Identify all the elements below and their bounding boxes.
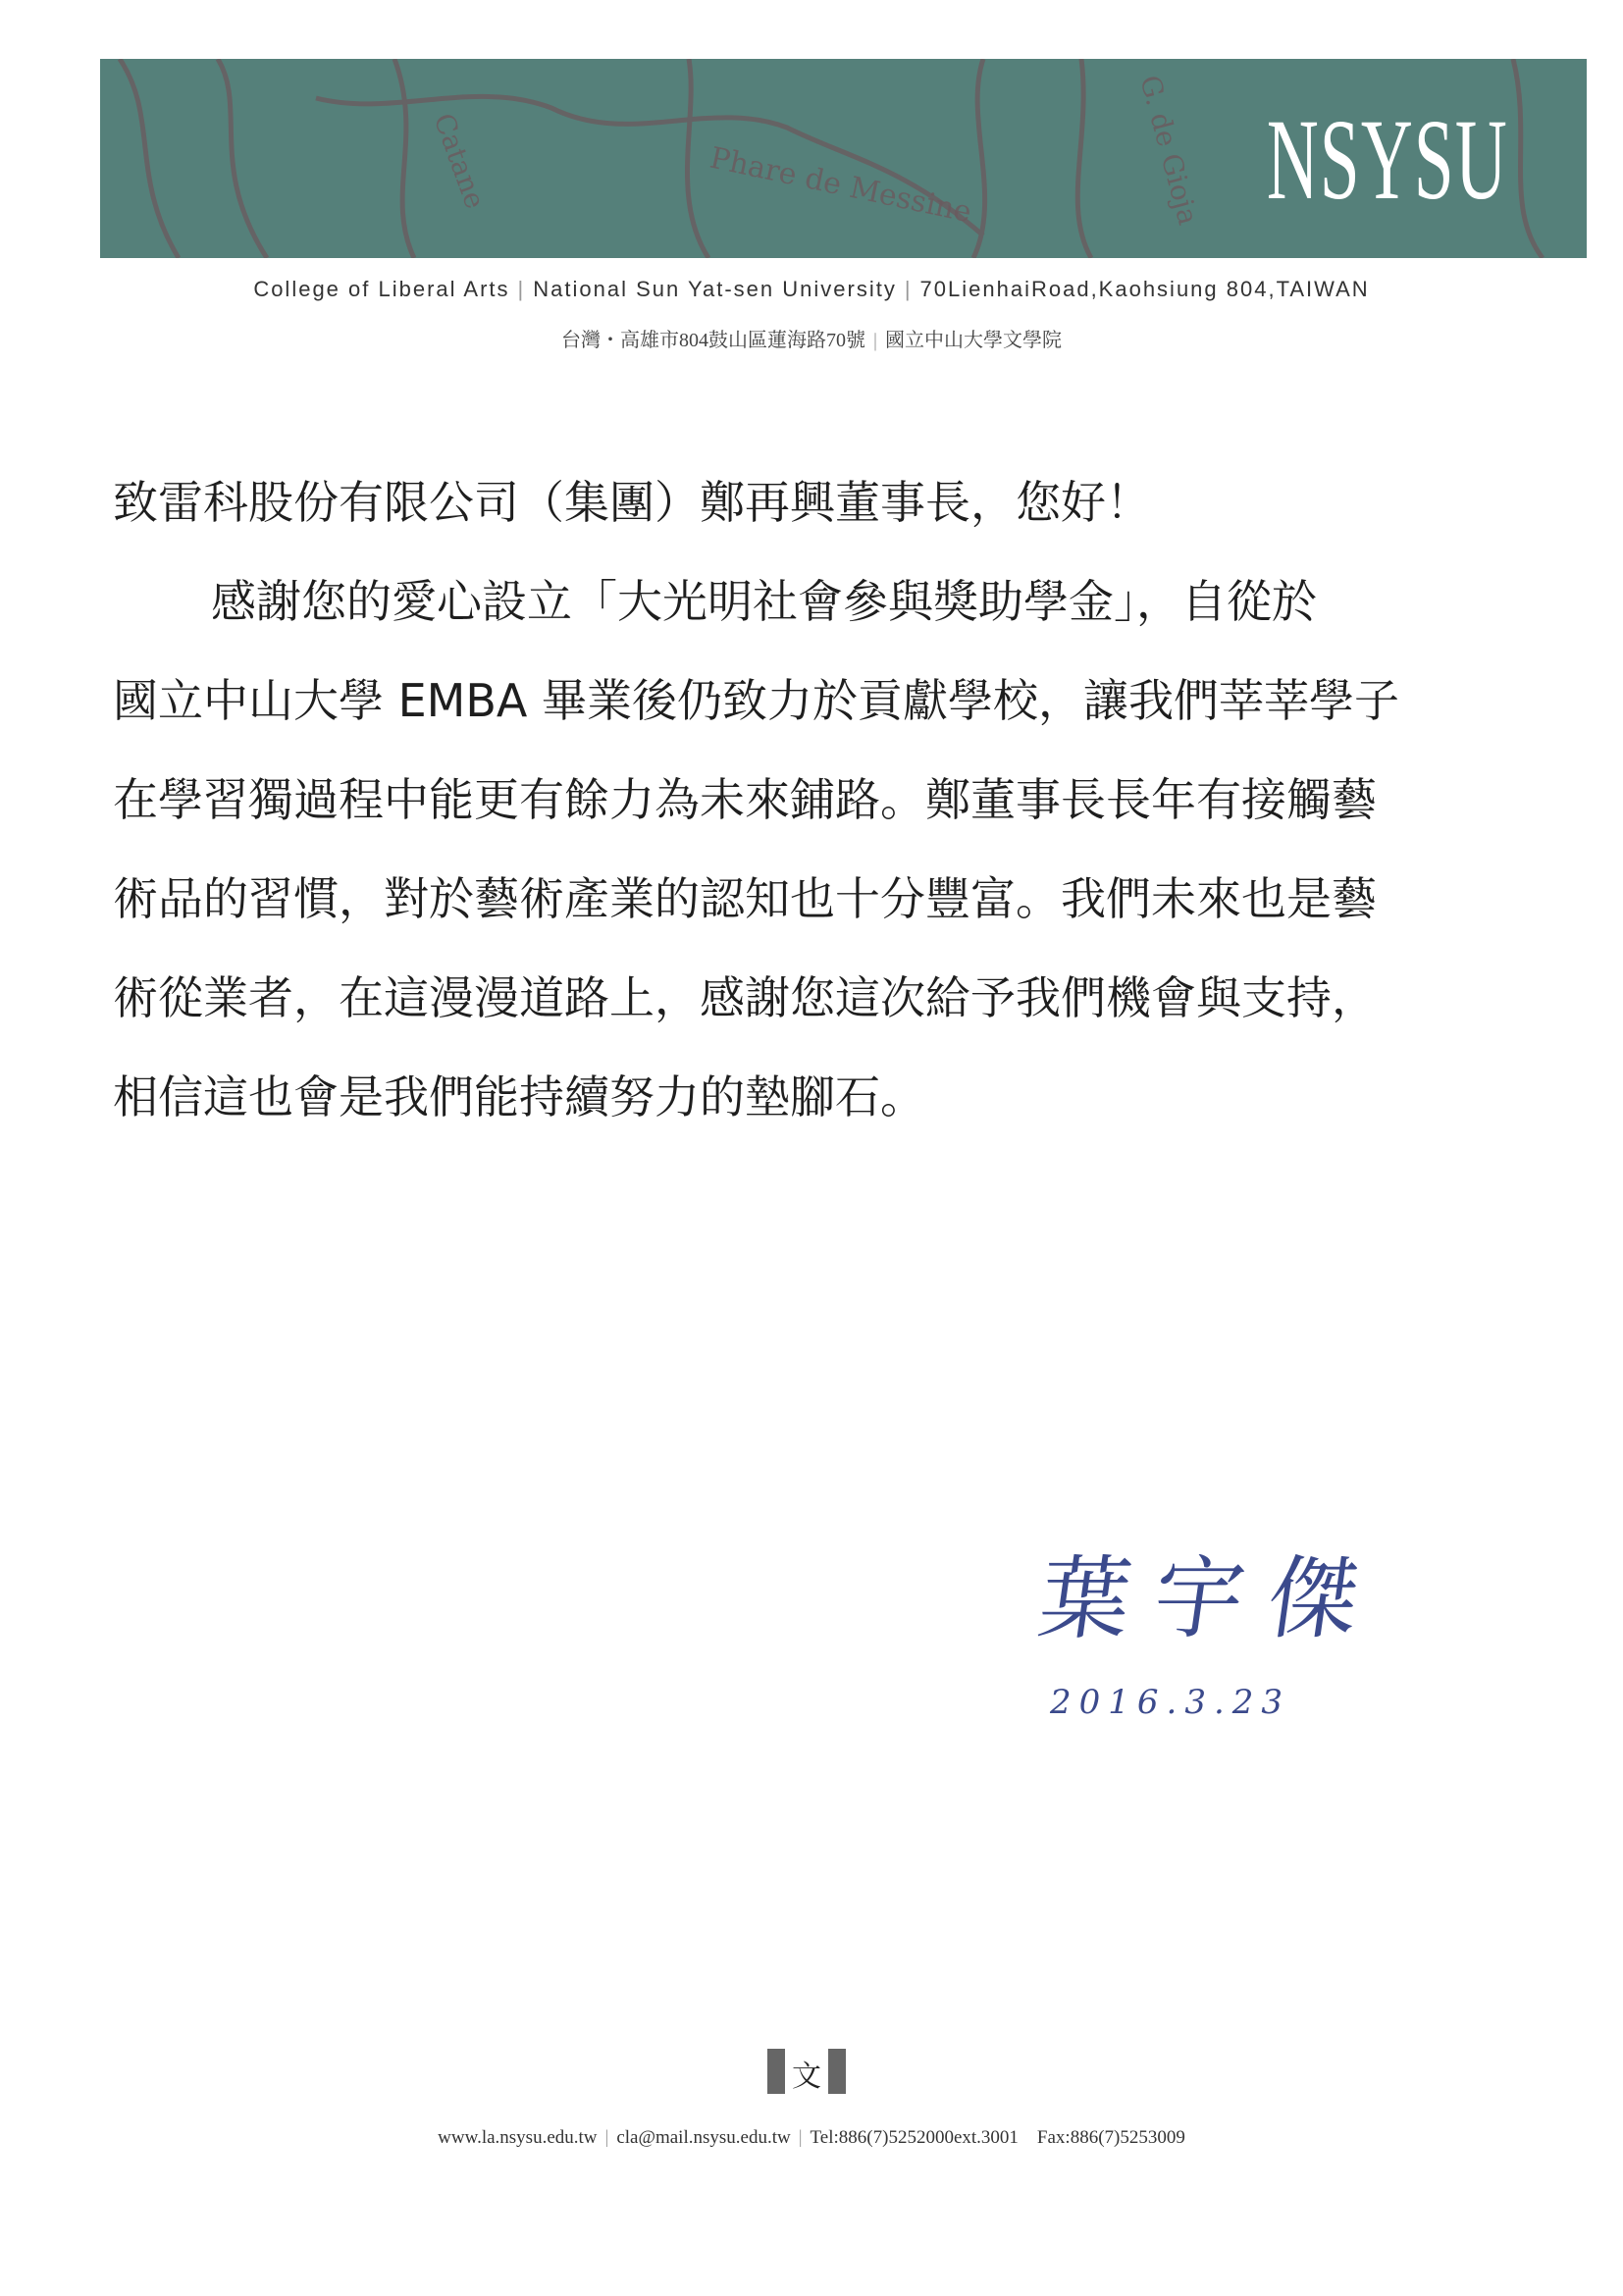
signature-date: 2016.3.23 <box>1050 1683 1291 1722</box>
address-english: College of Liberal Arts | National Sun Yat-sen University | 70LienhaiRoad,Kaohsiung 804,TAIWAN <box>253 277 1370 301</box>
college-footer-logo <box>767 2049 854 2096</box>
logo-glyph: 文 <box>792 2060 821 2094</box>
paragraph-line: 在學習獨過程中能更有餘力為未來鋪路。鄭董事長長年有接觸藝 <box>113 773 1377 826</box>
paragraph-line: 術從業者，在這漫漫道路上，感謝您這次給予我們機會與支持， <box>113 971 1377 1024</box>
college-name: College of Liberal Arts <box>253 277 510 301</box>
website-link[interactable]: www.la.nsysu.edu.tw <box>438 2127 598 2148</box>
footer-contact: www.la.nsysu.edu.tw | cla@mail.nsysu.edu.tw | Tel:886(7)5252000ext.3001 Fax:886(7)5253009 <box>438 2127 1185 2148</box>
nsysu-logo: NSYSU <box>1266 95 1508 224</box>
salutation: 致雷科股份有限公司（集團）鄭再興董事長，您好！ <box>113 476 1151 529</box>
paragraph-line: 國立中山大學 EMBA 畢業後仍致力於貢獻學校，讓我們莘莘學子 <box>113 674 1400 727</box>
university-name: National Sun Yat-sen University <box>533 277 897 301</box>
address-zh: 台灣・高雄市804鼓山區蓮海路70號 <box>560 330 865 351</box>
email-link[interactable]: cla@mail.nsysu.edu.tw <box>616 2127 791 2148</box>
telephone: Tel:886(7)5252000ext.3001 <box>810 2127 1019 2148</box>
paragraph-line: 術品的習慣，對於藝術產業的認知也十分豐富。我們未來也是藝 <box>113 872 1377 925</box>
map-label: G. de Gioja <box>1133 72 1205 229</box>
header-banner <box>100 59 1587 258</box>
fax: Fax:886(7)5253009 <box>1036 2127 1185 2148</box>
handwritten-signature: 葉宇傑 <box>1032 1546 1389 1651</box>
street-address: 70LienhaiRoad,Kaohsiung 804,TAIWAN <box>919 277 1370 301</box>
address-chinese: 台灣・高雄市804鼓山區蓮海路70號 | 國立中山大學文學院 <box>560 330 1062 351</box>
college-name-zh: 國立中山大學文學院 <box>885 330 1062 351</box>
map-label: Catane <box>427 109 492 213</box>
paragraph-line: 感謝您的愛心設立「大光明社會參與獎助學金」，自從於 <box>211 575 1317 628</box>
paragraph-line: 相信這也會是我們能持續努力的墊腳石。 <box>113 1070 925 1123</box>
map-label: Phare de Messine <box>707 140 975 231</box>
letter-body <box>113 453 1506 1147</box>
